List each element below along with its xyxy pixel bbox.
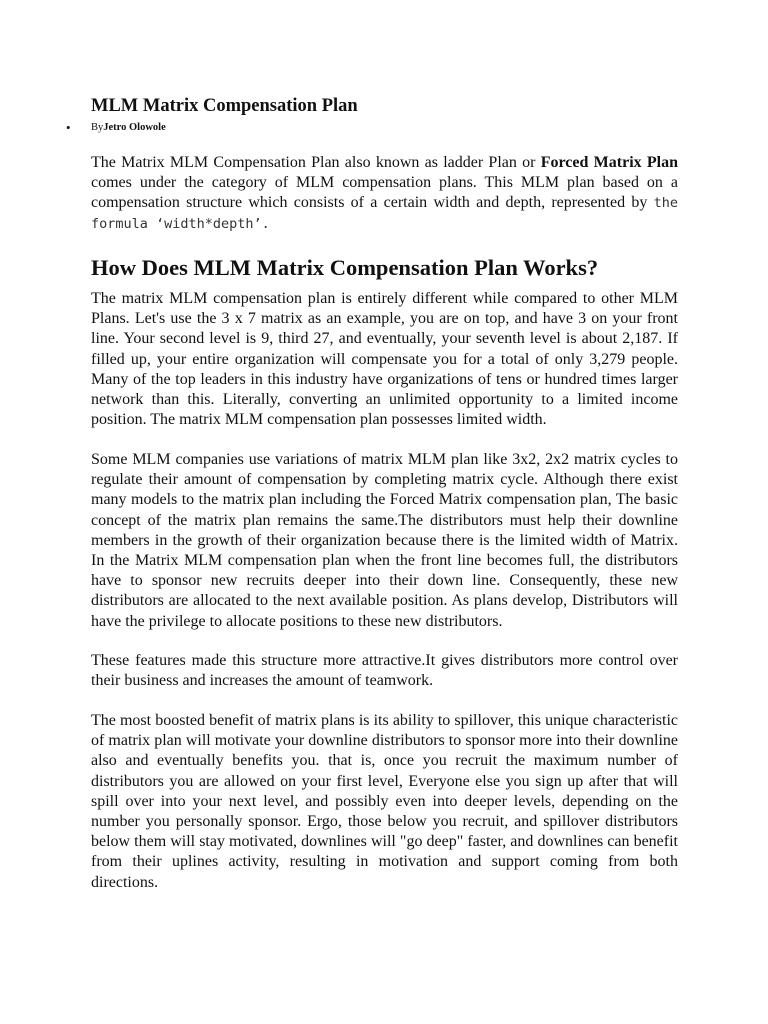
byline-prefix: By (91, 122, 104, 133)
body-paragraph: These features made this structure more attractive.It gives distributors more control over their business and increases the amount of teamwork. (91, 652, 678, 690)
intro-bold-term: Forced Matrix Plan (540, 154, 679, 171)
body-paragraph: The matrix MLM compensation plan is entirely different while compared to other MLM Plans. Let's use the 3 x 7 matrix as an example, you are on top, and have 3 on your front line. Your second level is 9, third 27, and eventually, your seventh level is about 2,187. If filled up, your entire organization will compensate you for a total of only 3,279 people. Many of the top leaders in this industry have organizations of tens or hundred times larger network than this. Literally, converting an unlimited opportunity to a limited income position. The matrix MLM compensation plan possesses limited width. (91, 290, 678, 429)
intro-formula: the formula ‘width*depth’. (91, 195, 678, 232)
intro-text-2: comes under the category of MLM compensation plans. This MLM plan based on a compensation structure which consists of a certain width and depth, represented by (91, 174, 678, 212)
byline-text (91, 121, 166, 135)
body-paragraph: Some MLM companies use variations of matrix MLM plan like 3x2, 2x2 matrix cycles to regulate their amount of compensation by completing matrix cycle. Although there exist many models to the matrix plan including the Forced Matrix compensation plan, The basic concept of the matrix plan remains the same.The distributors must help their downline members in the growth of their organization because there is the limited width of Matrix. In the Matrix MLM compensation plan when the front line becomes full, the distributors have to sponsor new recruits deeper into their down line. Consequently, these new distributors are allocated to the next available position. As plans develop, Distributors will have the privilege to allocate positions to these new distributors. (91, 451, 678, 630)
document-title: MLM Matrix Compensation Plan (91, 96, 358, 116)
section-heading: How Does MLM Matrix Compensation Plan Works? (91, 255, 599, 280)
body-paragraph: The most boosted benefit of matrix plans is its ability to spillover, this unique characteristic of matrix plan will motivate your downline distributors to sponsor more into their downline also and eventually benefits you. that is, once you recruit the maximum number of distributors you are allowed on your first level, Everyone else you sign up after that will spill over into your next level, and possibly even into deeper levels, depending on the number you personally sponsor. Ergo, those below you recruit, and spillover distributors below them will stay motivated, downlines will "go deep" faster, and downlines can benefit from their uplines activity, resulting in motivation and support coming from both directions. (91, 712, 678, 891)
author-name: Jetro Olowole (103, 122, 166, 133)
intro-paragraph (91, 153, 678, 234)
intro-text-1: The Matrix MLM Compensation Plan also known as ladder Plan or (91, 154, 541, 171)
bullet-icon: • (66, 120, 71, 135)
